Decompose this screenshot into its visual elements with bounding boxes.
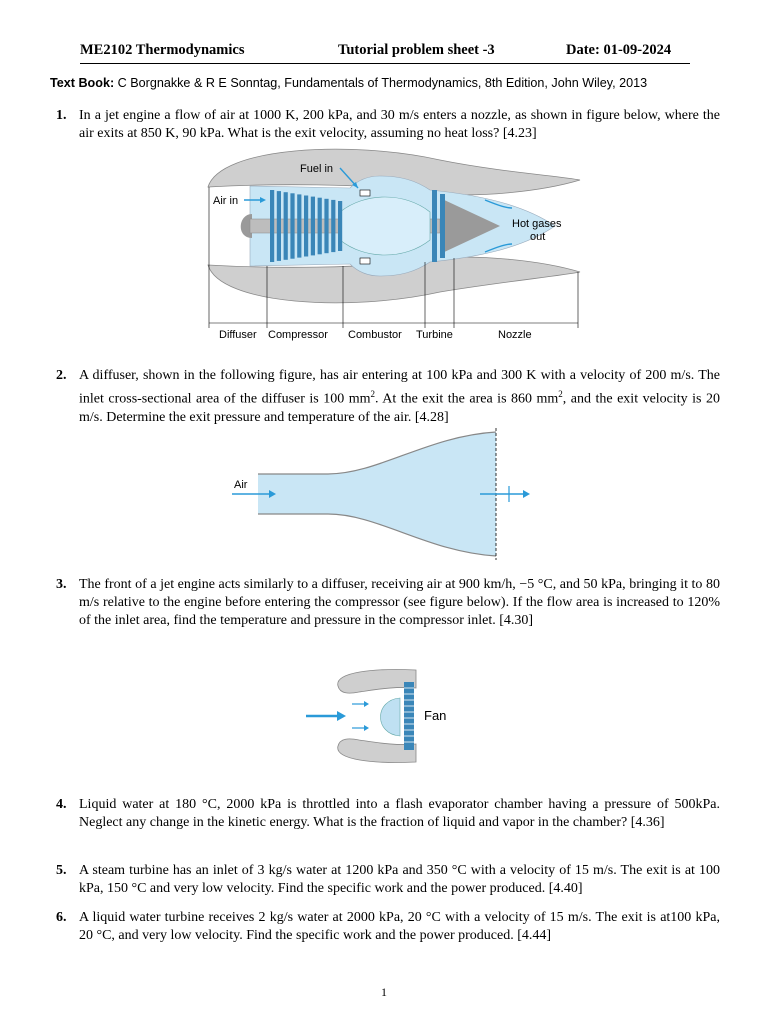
- problem-number: 1.: [56, 108, 67, 123]
- sheet-date: Date: 01-09-2024: [566, 42, 672, 58]
- problem-text: A steam turbine has an inlet of 3 kg/s water at 1200 kPa and 350 °C with a velocity of 15 m/s. The exit is at 100 kPa, 150 °C and very low velocity. Find the specific work and the power produced. [4.40]: [79, 863, 720, 896]
- fan-inlet-figure: [304, 664, 474, 768]
- turbine-blade: [440, 194, 445, 258]
- page-number: 1: [381, 985, 387, 999]
- problem-text: In a jet engine a flow of air at 1000 K, 200 kPa, and 30 m/s enters a nozzle, as shown in figure below, where the air exits at 850 K, 90 kPa. What is the exit velocity, assuming no heat loss? [4.23]: [79, 108, 720, 141]
- jet-engine-figure: [200, 142, 590, 347]
- inflow-arrowhead-bottom: [364, 725, 369, 731]
- section-diffuser: Diffuser: [219, 329, 257, 341]
- problem-number: 3.: [56, 577, 67, 592]
- problem-1: [56, 107, 720, 143]
- fuel-injector: [360, 190, 370, 196]
- problem-2: [56, 367, 720, 427]
- fuel-injector: [360, 258, 370, 264]
- compressor-blade: [270, 190, 274, 262]
- section-combustor: Combustor: [348, 329, 402, 341]
- compressor-blade: [297, 194, 301, 257]
- problem-number: 2.: [56, 368, 67, 383]
- problem-number: 4.: [56, 797, 67, 812]
- problem-text: Liquid water at 180 °C, 2000 kPa is throttled into a flash evaporator chamber having a pressure of 500kPa. Neglect any change in the kinetic energy. What is the fraction of liquid and vapor in the chamber? [4.36]: [79, 797, 720, 830]
- problem-text: The front of a jet engine acts similarly to a diffuser, receiving air at 900 km/h, −5 °C, and 50 kPa, bringing it to 80 m/s relative to the engine before entering the compressor (see figure below). If the flow area is increased to 120% of the inlet area, find the temperature and pressure in the compressor inlet. [4.30]: [79, 577, 720, 628]
- sheet-title: Tutorial problem sheet -3: [338, 42, 495, 58]
- section-compressor: Compressor: [268, 329, 328, 341]
- compressor-blade: [304, 196, 308, 257]
- compressor-blade: [318, 198, 322, 255]
- header-rule: [80, 63, 690, 64]
- fan-label: Fan: [424, 708, 447, 723]
- air-in-label: Air in: [213, 195, 239, 207]
- problem-4: [56, 796, 720, 832]
- problem-number: 6.: [56, 910, 67, 925]
- textbook-label: Text Book:: [50, 76, 115, 90]
- hot-gases-label: Hot gases out: [512, 218, 562, 243]
- section-nozzle: Nozzle: [498, 329, 532, 341]
- compressor-blade: [311, 197, 315, 256]
- inflow-arrowhead-top: [364, 701, 369, 707]
- compressor-blade: [284, 192, 288, 260]
- problem-number: 5.: [56, 863, 67, 878]
- combustor-can: [340, 197, 430, 255]
- section-turbine: Turbine: [416, 329, 453, 341]
- problem-text: A liquid water turbine receives 2 kg/s water at 2000 kPa, 20 °C with a velocity of 15 m/s. The exit is at100 kPa, 20 °C, and very low velocity. Find the specific work and the power produced. [4.44]: [79, 910, 720, 943]
- diffuser-figure: [228, 426, 538, 566]
- fan-blades: [404, 682, 414, 750]
- compressor-blade: [338, 201, 342, 251]
- turbine-blade: [432, 190, 437, 262]
- textbook-reference: [50, 76, 647, 90]
- compressor-blade: [290, 193, 294, 258]
- compressor-blades: [270, 190, 342, 262]
- section-labels: [219, 329, 532, 341]
- diffuser-flow-region: [258, 432, 496, 556]
- problem-6: [56, 909, 720, 945]
- compressor-blade: [324, 199, 328, 253]
- fan-spinner: [381, 698, 401, 736]
- course-title: ME2102 Thermodynamics: [80, 42, 245, 58]
- main-inflow-arrowhead: [337, 711, 346, 721]
- compressor-blade: [277, 191, 281, 261]
- problem-5: [56, 862, 720, 898]
- problem-3: [56, 576, 720, 630]
- problem-text: A diffuser, shown in the following figure, has air entering at 100 kPa and 300 K with a velocity of 200 m/s. The inlet cross-sectional area of the diffuser is 100 $mm^2$. At the exit the area is 860 $mm^2$, and the exit velocity is 20 m/s. Determine the exit pressure and temperature of the air. [4.28]: [79, 368, 720, 425]
- fuel-in-label: Fuel in: [300, 163, 334, 175]
- page-header: [80, 42, 690, 62]
- compressor-blade: [331, 200, 335, 252]
- exit-arrowhead: [523, 490, 530, 498]
- air-label: Air: [234, 479, 248, 491]
- textbook-text: C Borgnakke & R E Sonntag, Fundamentals of Thermodynamics, 8th Edition, John Wiley, 2013: [114, 76, 648, 90]
